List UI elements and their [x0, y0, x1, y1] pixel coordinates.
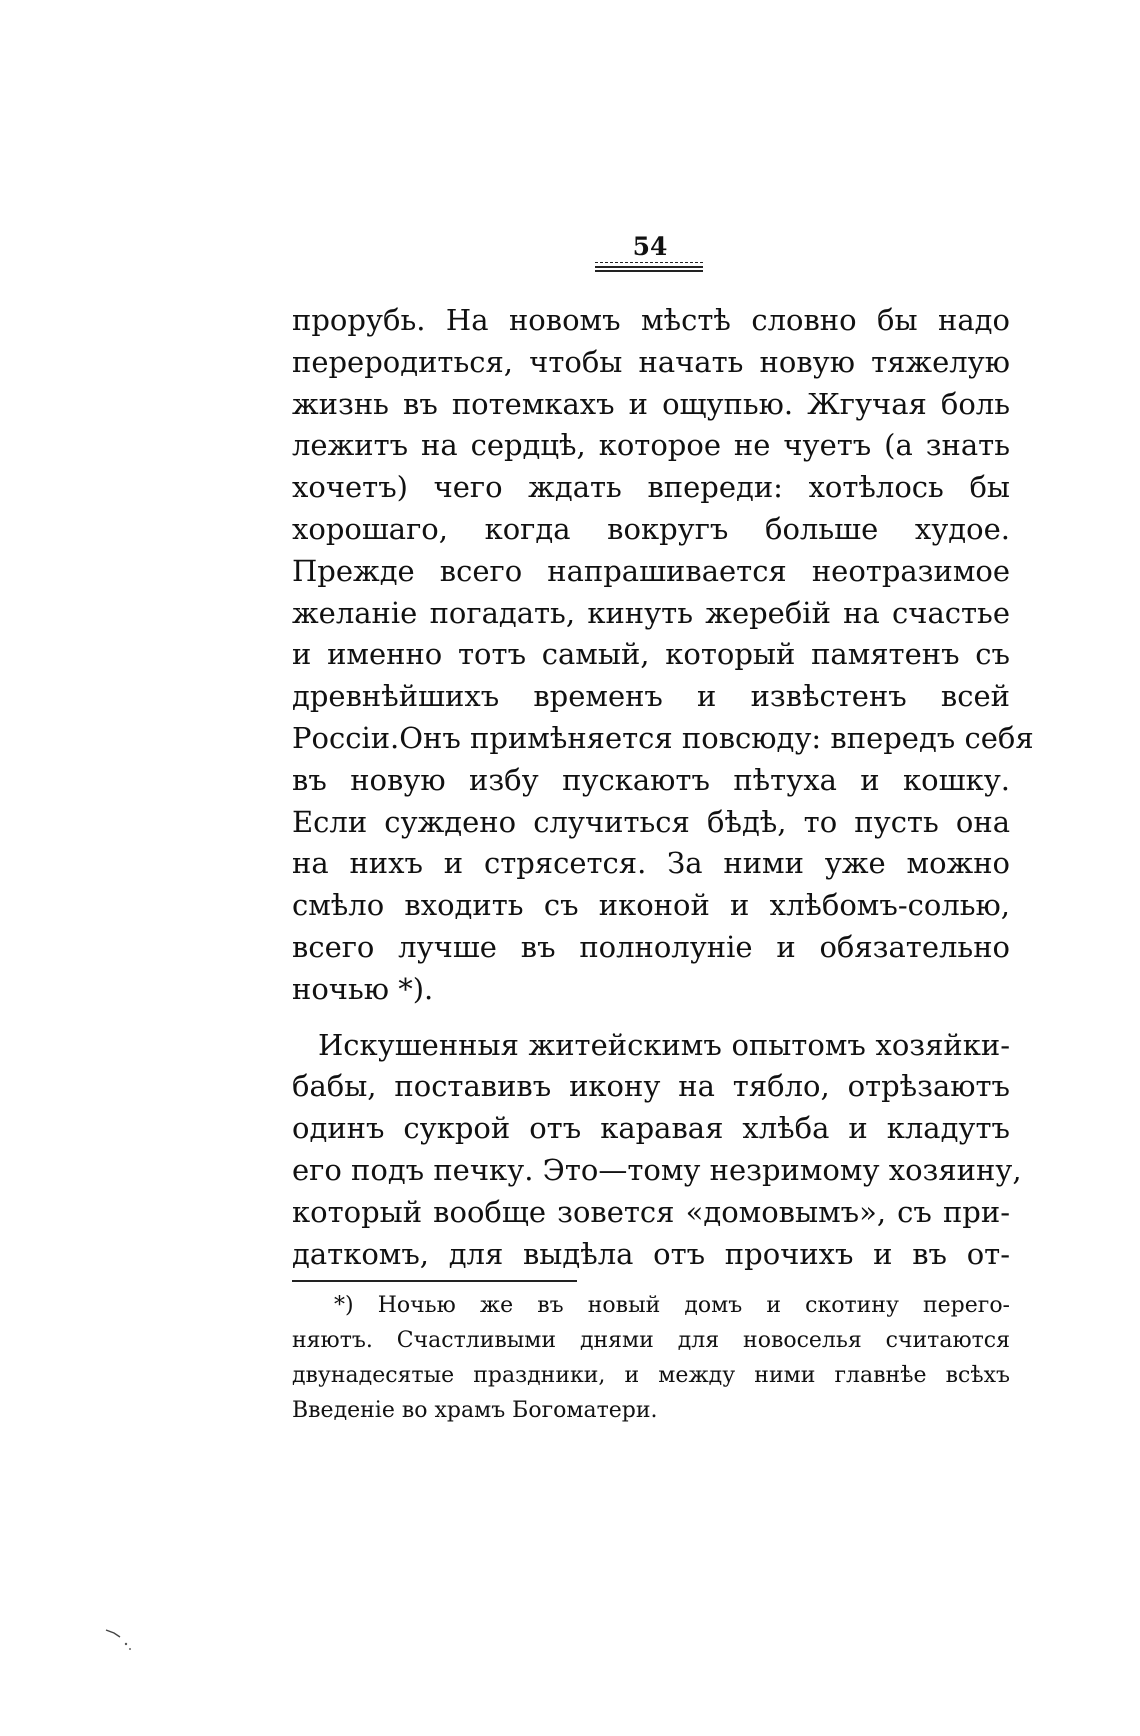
footnote-line: двунадесятые праздники, и между ними главнѣе всѣхъ: [292, 1363, 1010, 1388]
text-line: Если суждено случиться бѣдѣ, то пусть она: [292, 804, 1010, 839]
page-number-dashed-rule: [595, 262, 703, 263]
text-line: древнѣйшихъ временъ и извѣстенъ всей: [292, 679, 1010, 714]
text-line: на нихъ и стрясется. За ними уже можно: [292, 846, 1010, 881]
text-line: Искушенныя житейскимъ опытомъ хозяйки-: [318, 1027, 1010, 1062]
text-line: Россіи.Онъ примѣняется повсюду: впередъ себя: [292, 720, 1034, 755]
paragraph-gap: [292, 1011, 1010, 1025]
footnote-rule: [292, 1280, 577, 1282]
text-line: переродиться, чтобы начать новую тяжелую: [292, 344, 1010, 379]
scan-specks: [104, 1626, 134, 1652]
footnote-line: *) Ночью же въ новый домъ и скотину перего-: [334, 1293, 1010, 1318]
text-line: его подъ печку. Это—тому незримому хозяину,: [292, 1152, 1022, 1187]
text-line: смѣло входить съ иконой и хлѣбомъ-солью,: [292, 888, 1010, 923]
text-line: всего лучше въ полнолуніе и обязательно: [292, 929, 1010, 964]
footnote-line: няютъ. Счастливыми днями для новоселья считаются: [292, 1328, 1010, 1353]
text-line: хочетъ) чего ждать впереди: хотѣлось бы: [292, 470, 1010, 505]
text-line: прорубь. На новомъ мѣстѣ словно бы надо: [292, 303, 1010, 337]
page-number: 54: [632, 232, 668, 261]
text-line: въ новую избу пускаютъ пѣтуха и кошку.: [292, 762, 1010, 797]
text-line: жизнь въ потемкахъ и ощупью. Жгучая боль: [292, 386, 1010, 421]
page-number-rule-1: [595, 266, 703, 268]
text-line: одинъ сукрой отъ каравая хлѣба и кладутъ: [292, 1111, 1010, 1146]
text-line: Прежде всего напрашивается неотразимое: [292, 553, 1010, 588]
page-number-rule-2: [595, 270, 703, 272]
text-line: и именно тотъ самый, который памятенъ съ: [292, 637, 1010, 672]
text-line: желаніе погадать, кинуть жеребій на счастье: [292, 595, 1010, 630]
text-line: даткомъ, для выдѣла отъ прочихъ и въ от-: [292, 1236, 1010, 1271]
footnote-line: Введеніе во храмъ Богоматери.: [292, 1398, 658, 1423]
text-line: бабы, поставивъ икону на тябло, отрѣзаютъ: [292, 1069, 1010, 1104]
text-line: ночью *).: [292, 971, 434, 1006]
text-line: лежитъ на сердцѣ, которое не чуетъ (а знать: [292, 428, 1010, 463]
text-line: который вообще зовется «домовымъ», съ при-: [292, 1194, 1010, 1229]
text-line: хорошаго, когда вокругъ больше худое.: [292, 511, 1010, 546]
footnote: [292, 1288, 1010, 1428]
body-text: [292, 300, 1034, 1275]
